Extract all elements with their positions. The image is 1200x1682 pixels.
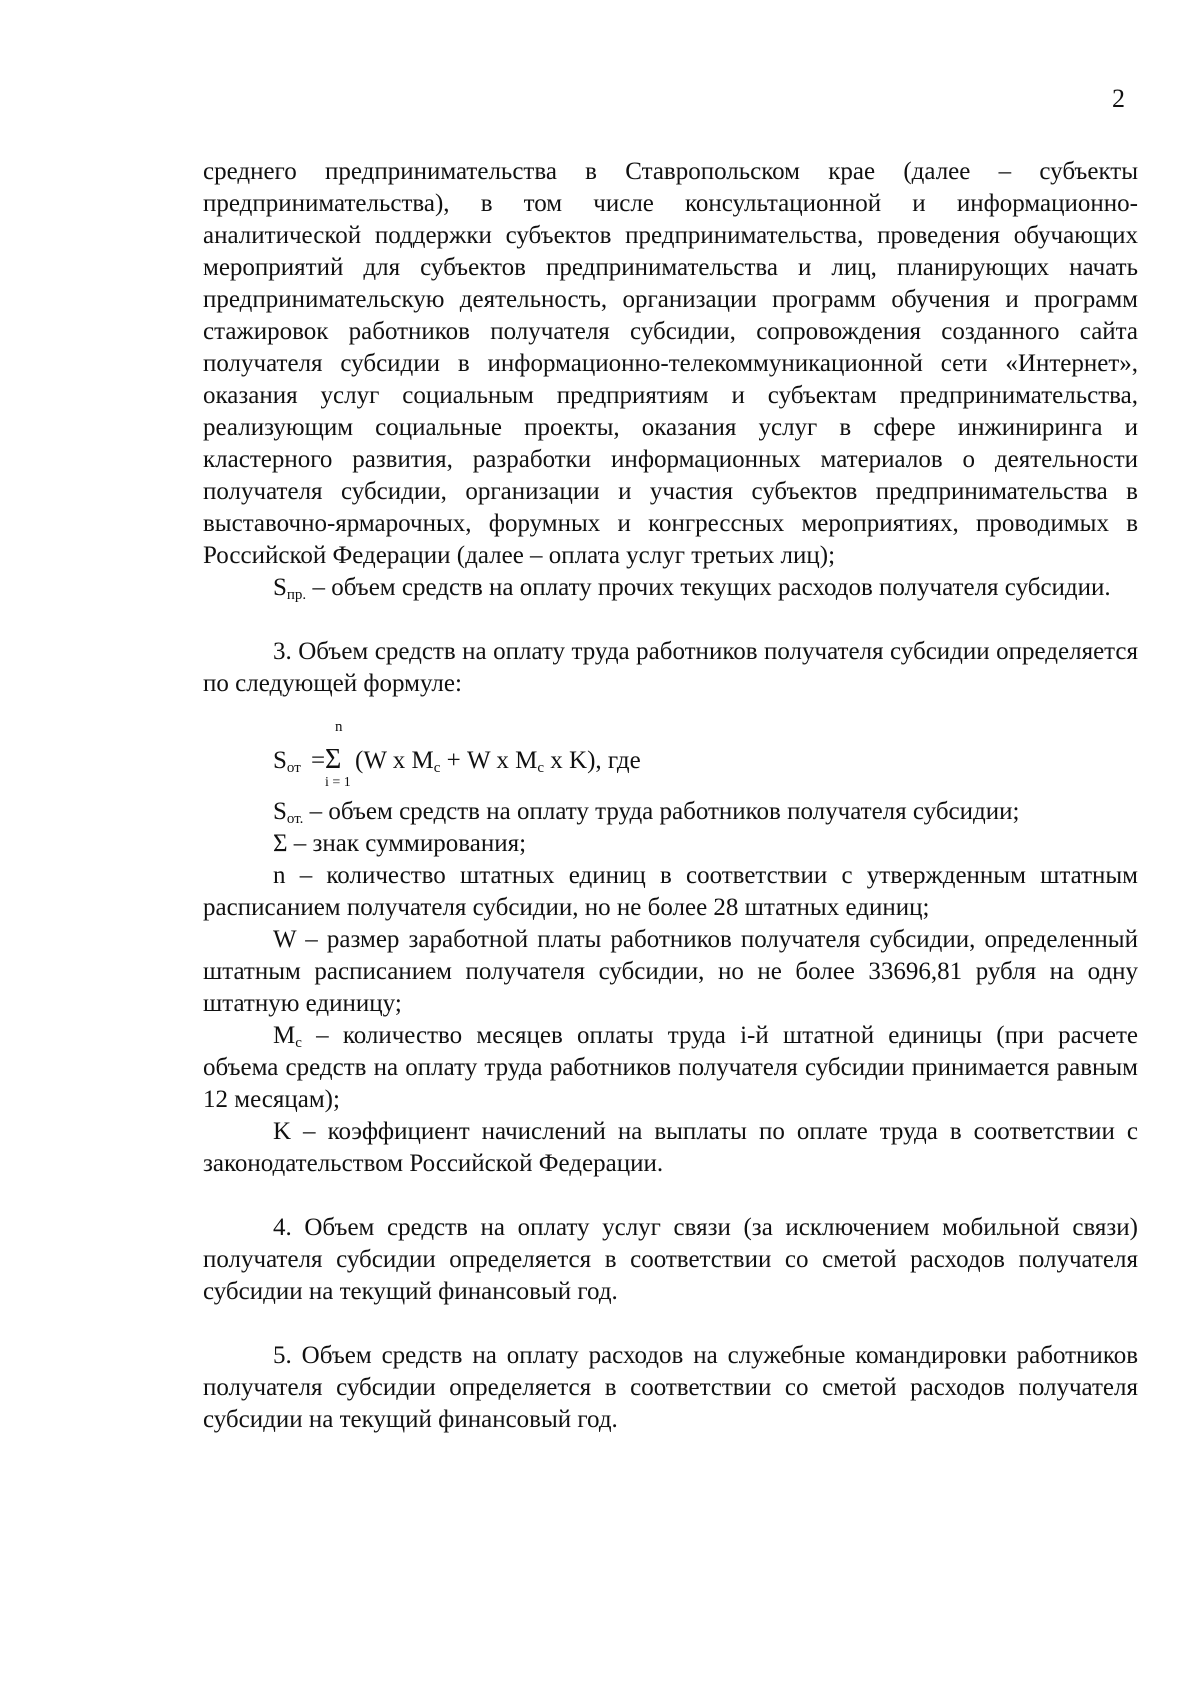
definition-sigma: Σ – знак суммирования;: [273, 830, 527, 857]
formula-body: (W x $M_с + W$ x $M_с$ x K), где: [355, 747, 641, 776]
symbol-m: M: [273, 1022, 296, 1049]
definition-text: – количество месяцев оплаты труда i-й штатной единицы (при расчете объема средств на оплату труда работников получателя субсидии принимается равным 12 месяцам);: [203, 1022, 1138, 1113]
page-number: 2: [1112, 84, 1125, 113]
spacer: [203, 1180, 1138, 1212]
definition-k: K – коэффициент начислений на выплаты по оплате труда в соответствии с законодательством Российской Федерации.: [203, 1118, 1138, 1177]
sum-lower-limit: i = 1: [325, 775, 351, 790]
paragraph-3: 3. Объем средств на оплату труда работников получателя субсидии определяется по следующей формуле:: [203, 638, 1138, 697]
symbol-subscript-c: с: [295, 1035, 302, 1051]
sum-upper-limit: n: [335, 719, 343, 735]
paragraph-4: 4. Объем средств на оплату услуг связи (за исключением мобильной связи) получателя субсидии определяется в соответствии со сметой расходов получателя субсидии на текущий финансовый год.: [203, 1214, 1138, 1305]
definition-mc: [203, 1020, 1138, 1116]
definition-text: – объем средств на оплату прочих текущих расходов получателя субсидии.: [306, 574, 1111, 601]
formula-block: [203, 700, 1138, 796]
spacer: [203, 604, 1138, 636]
formula-s: $S_{от}$: [273, 747, 301, 776]
formula-equals: =: [311, 747, 326, 774]
sigma-symbol: Σ: [325, 744, 342, 775]
symbol-subscript-pr: пр.: [286, 587, 307, 603]
definition-n: n – количество штатных единиц в соответствии с утвержденным штатным расписанием получателя субсидии, но не более 28 штатных единиц;: [203, 862, 1138, 921]
definition-s-pr: [203, 572, 1138, 604]
salary-formula: [273, 720, 873, 792]
paragraph-5: 5. Объем средств на оплату расходов на служебные командировки работников получателя субсидии определяется в соответствии со сметой расходов получателя субсидии на текущий финансовый год.: [203, 1342, 1138, 1433]
formula-s-subscript: от: [286, 760, 301, 776]
definition-w: W – размер заработной платы работников получателя субсидии, определенный штатным расписанием получателя субсидии, но не более 33696,81 рубля на одну штатную единицу;: [203, 926, 1138, 1017]
symbol-s: S: [273, 574, 287, 601]
document-body: [203, 156, 1138, 1436]
definition-s-ot: [203, 796, 1138, 828]
spacer: [203, 1308, 1138, 1340]
symbol-subscript-ot: от.: [286, 811, 304, 827]
definition-text: – объем средств на оплату труда работников получателя субсидии;: [303, 798, 1020, 825]
paragraph-continuation: среднего предпринимательства в Ставропольском крае (далее – субъекты предпринимательства), в том числе консультационной и информационно-аналитической поддержки субъектов предпринимательства, проведения обучающих мероприятий для субъектов предпринимательства и лиц, планирующих начать предпринимательскую деятельность, организации программ обучения и программ стажировок работников получателя субсидии, сопровождения созданного сайта получателя субсидии в информационно-телекоммуникационной сети «Интернет», оказания услуг социальным предприятиям и субъектам предпринимательства, реализующим социальные проекты, оказания услуг в сфере инжиниринга и кластерного развития, разработки информационных материалов о деятельности получателя субсидии, организации и участия субъектов предпринимательства в выставочно-ярмарочных, форумных и конгрессных мероприятиях, проводимых в Российской Федерации (далее – оплата услуг третьих лиц);: [203, 158, 1138, 569]
symbol-s: S: [273, 798, 287, 825]
